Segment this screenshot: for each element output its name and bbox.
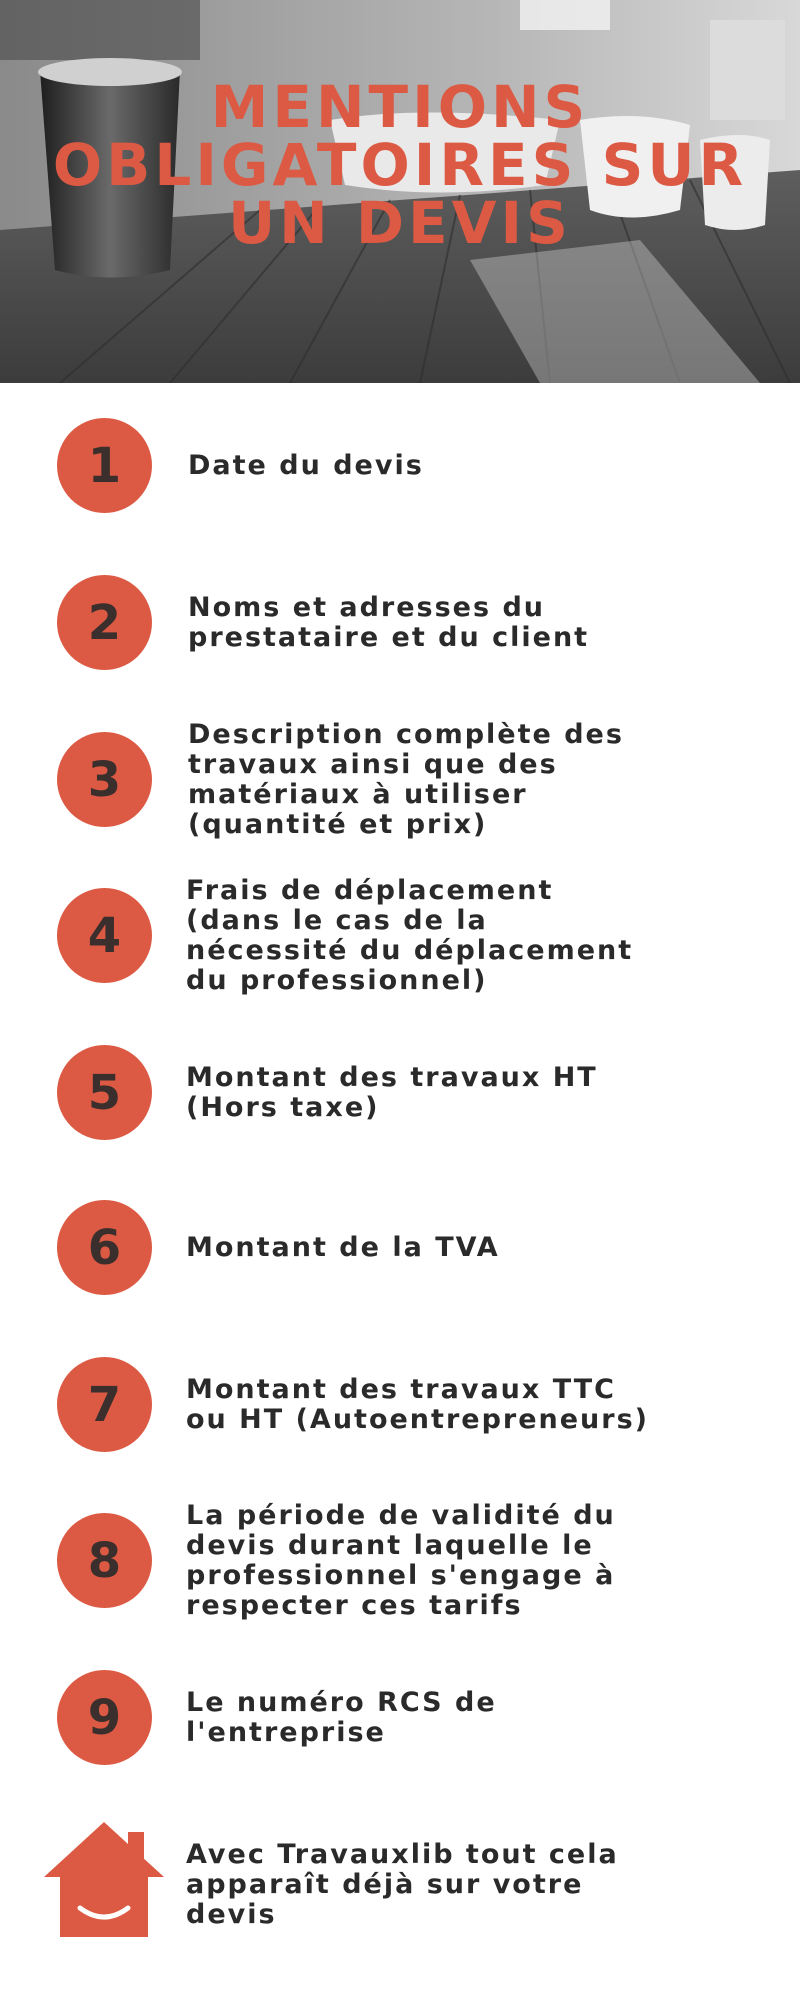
- title-line-1: MENTIONS: [210, 73, 590, 141]
- list-item: [0, 1200, 800, 1330]
- number-badge: [57, 1045, 152, 1140]
- house-smile-icon: [44, 1822, 164, 1940]
- list-item: [0, 575, 800, 705]
- list-item: [0, 1357, 800, 1487]
- number-badge: [57, 732, 152, 827]
- item-text: Description complète des travaux ainsi que des matériaux à utiliser (quantité et prix): [188, 719, 624, 840]
- header-banner: [0, 0, 800, 383]
- number-badge: [57, 1200, 152, 1295]
- badge-number: 7: [87, 1376, 122, 1433]
- list-item: [0, 1045, 800, 1175]
- item-text: La période de validité du devis durant laquelle le professionnel s'engage à respecter ces tarifs: [186, 1500, 616, 1621]
- item-text: Montant des travaux TTC ou HT (Autoentrepreneurs): [186, 1374, 650, 1435]
- list-item: [0, 875, 800, 1018]
- item-text: Montant de la TVA: [186, 1232, 500, 1263]
- list-item: [0, 1670, 800, 1800]
- item-text: Le numéro RCS de l'entreprise: [186, 1687, 497, 1748]
- number-badge: [57, 575, 152, 670]
- badge-number: 6: [87, 1219, 122, 1276]
- page-title: [0, 73, 800, 257]
- badge-number: 8: [87, 1532, 122, 1589]
- badge-number: 5: [87, 1064, 122, 1121]
- number-badge: [57, 418, 152, 513]
- list-item: [0, 1500, 800, 1643]
- badge-number: 2: [87, 594, 122, 651]
- item-text: Noms et adresses du prestataire et du client: [188, 592, 590, 653]
- number-badge: [57, 1357, 152, 1452]
- number-badge: [57, 1513, 152, 1608]
- badge-number: 1: [87, 437, 122, 494]
- number-badge: [57, 888, 152, 983]
- item-text: Montant des travaux HT (Hors taxe): [186, 1062, 598, 1123]
- number-badge: [57, 1670, 152, 1765]
- list-item: [0, 719, 800, 862]
- title-line-3: UN DEVIS: [228, 189, 572, 257]
- title-line-2: OBLIGATOIRES SUR: [52, 131, 748, 199]
- item-text: Date du devis: [188, 450, 424, 481]
- badge-number: 3: [87, 751, 122, 808]
- item-text: Frais de déplacement (dans le cas de la nécessité du déplacement du professionnel): [186, 875, 634, 996]
- badge-number: 4: [87, 907, 122, 964]
- badge-number: 9: [87, 1689, 122, 1746]
- list-item: [0, 418, 800, 548]
- footer-text: Avec Travauxlib tout cela apparaît déjà sur votre devis: [186, 1839, 619, 1930]
